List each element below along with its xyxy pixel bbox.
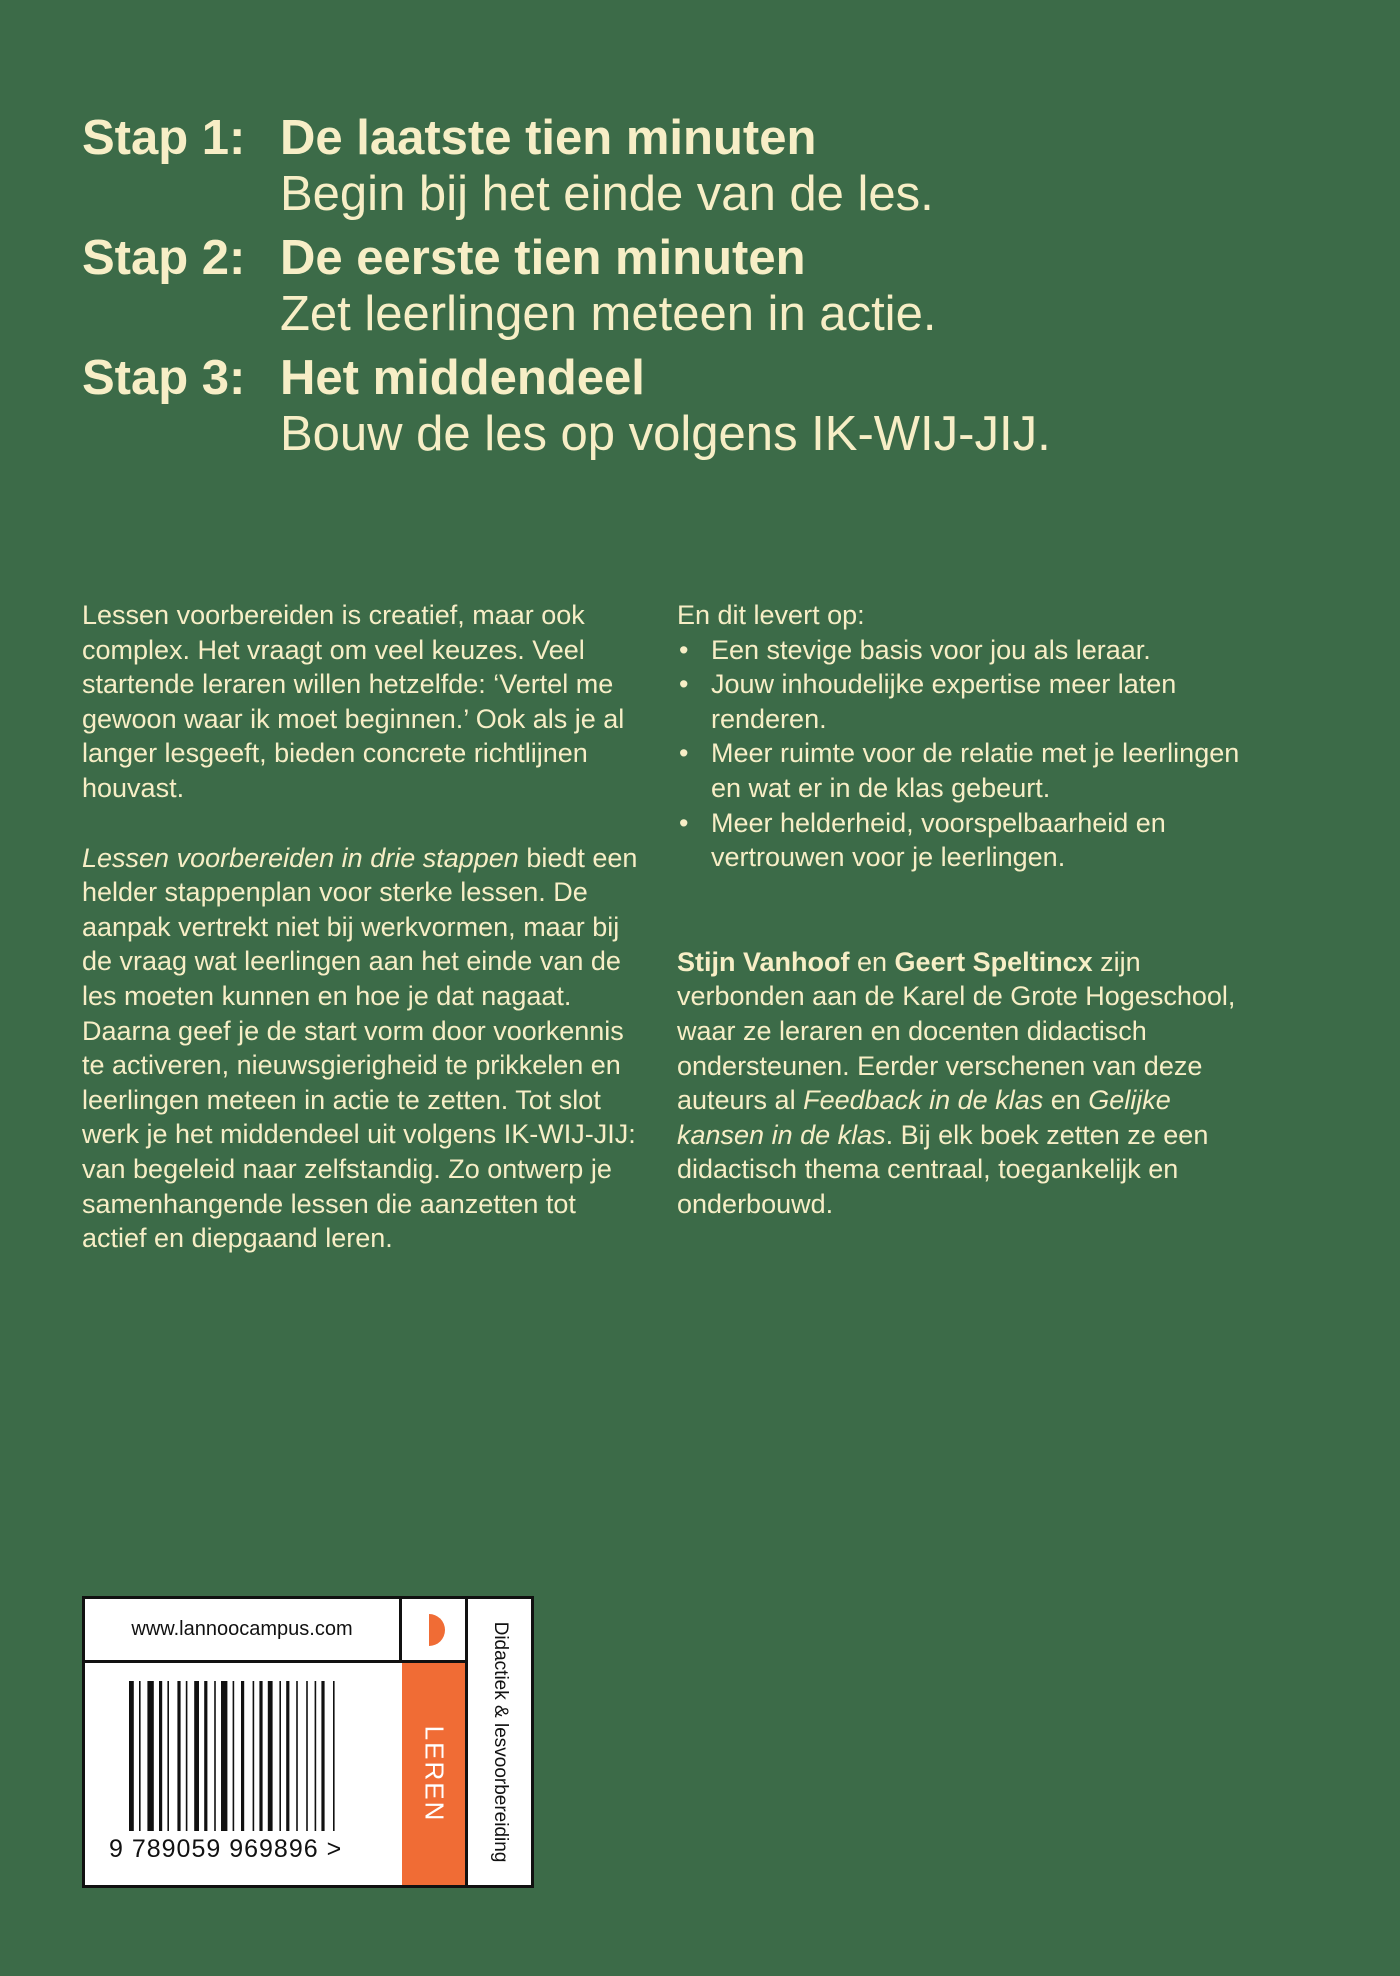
step-3-subtitle: Bouw de les op volgens IK-WIJ-JIJ.	[280, 407, 1051, 461]
step-2	[82, 230, 1322, 342]
barcode-bar	[321, 1681, 324, 1831]
description-paragraph-1: Lessen voorbereiden is creatief, maar ook complex. Het vraagt om veel keuzes. Veel startende leraren willen hetzelfde: ‘Vertel me gewoon waar ik moet beginnen.’ Ook als je al langer lesgeeft, bieden concrete richtlijnen houvast.	[82, 600, 625, 803]
step-1-title: De laatste tien minuten	[280, 111, 817, 165]
author-bio	[677, 945, 1257, 1222]
barcode-bar	[139, 1681, 141, 1831]
barcode-icon	[129, 1681, 359, 1831]
barcode-bar	[147, 1681, 153, 1831]
author-name-1: Stijn Vanhoof	[677, 946, 850, 977]
step-1-label: Stap 1:	[82, 111, 246, 165]
barcode-bar	[279, 1681, 281, 1831]
category-label	[468, 1599, 531, 1885]
description-paragraph-2-text: biedt een helder stappenplan voor sterke lessen. De aanpak vertrekt niet bij werkvormen, maar bij de vraag wat leerlingen aan het einde van de les moeten kunnen en hoe je dat nagaat. Daarna geef je de start vorm door voorkennis te activeren, nieuwsgierigheid te prikkelen en leerlingen meteen in actie te zetten. Tot slot werk je het middendeel uit volgens IK-WIJ-JIJ: van begeleid naar zelfstandig. Zo ontwerp je samenhangende lessen die aanzetten tot actief en diepgaand leren.	[82, 842, 638, 1254]
barcode-bar	[159, 1681, 162, 1831]
author-conjunction: en	[849, 946, 895, 977]
barcode-bar	[177, 1681, 180, 1831]
benefits-list	[677, 633, 1257, 875]
barcode-bar	[194, 1681, 199, 1831]
barcode-bar	[167, 1681, 169, 1831]
barcode	[85, 1663, 402, 1885]
barcode-bar	[253, 1681, 255, 1831]
benefit-item: • Een stevige basis voor jou als leraar.	[677, 633, 1257, 668]
step-3	[82, 350, 1322, 462]
step-1-subtitle: Begin bij het einde van de les.	[280, 167, 934, 221]
barcode-bar	[129, 1681, 134, 1831]
barcode-bar	[259, 1681, 262, 1831]
author-conjunction-2: en	[1043, 1085, 1089, 1116]
step-2-label: Stap 2:	[82, 231, 246, 285]
publisher-url[interactable]: www.lannoocampus.com	[85, 1599, 402, 1663]
barcode-bar	[214, 1681, 216, 1831]
author-bio-text-1: zijn verbonden aan de Karel de Grote Hogeschool, waar ze leraren en docenten didactisch ondersteunen. Eerder verschenen van deze auteurs al	[677, 946, 1236, 1116]
barcode-bar	[268, 1681, 273, 1831]
barcode-bar	[233, 1681, 235, 1831]
series-label	[402, 1663, 468, 1885]
author-bio-text-2: . Bij elk boek zetten ze een didactisch thema centraal, toegankelijk en onderbouwd.	[677, 1119, 1209, 1219]
benefit-item: • Jouw inhoudelijke expertise meer laten renderen.	[677, 667, 1257, 736]
barcode-bar	[286, 1681, 289, 1831]
benefits-intro: En dit levert op:	[677, 600, 865, 630]
barcode-bar	[186, 1681, 188, 1831]
barcode-bar	[306, 1681, 308, 1831]
step-2-subtitle: Zet leerlingen meteen in actie.	[280, 287, 937, 341]
barcode-bar	[221, 1681, 227, 1831]
isbn-number: 9 789059 969896 >	[109, 1835, 343, 1863]
description-paragraph-2	[82, 841, 642, 1256]
half-circle-icon	[429, 1614, 445, 1646]
series-text: LEREN	[419, 1725, 449, 1823]
step-3-label: Stap 3:	[82, 351, 246, 405]
description-column	[82, 598, 642, 1256]
step-3-title: Het middendeel	[280, 351, 645, 405]
barcode-bar	[204, 1681, 207, 1831]
step-2-title: De eerste tien minuten	[280, 231, 806, 285]
barcode-bar	[296, 1681, 298, 1831]
barcode-bar	[315, 1681, 317, 1831]
benefit-item: • Meer helderheid, voorspelbaarheid en vertrouwen voor je leerlingen.	[677, 806, 1257, 875]
imprint-box	[82, 1596, 534, 1888]
other-book-1: Feedback in de klas	[803, 1085, 1044, 1116]
book-title: Lessen voorbereiden in drie stappen	[82, 842, 519, 873]
author-name-2: Geert Speltincx	[894, 946, 1093, 977]
barcode-bar	[241, 1681, 244, 1831]
steps-list	[82, 110, 1322, 470]
step-1	[82, 110, 1322, 222]
publisher-logo	[402, 1599, 468, 1663]
benefit-item: • Meer ruimte voor de relatie met je leerlingen en wat er in de klas gebeurt.	[677, 736, 1257, 805]
barcode-bar	[333, 1681, 335, 1831]
benefits-column	[677, 598, 1257, 1222]
category-text: Didactiek & lesvoorbereiding	[489, 1621, 511, 1863]
other-book-2: Gelijke kansen in de klas	[677, 1085, 1171, 1150]
